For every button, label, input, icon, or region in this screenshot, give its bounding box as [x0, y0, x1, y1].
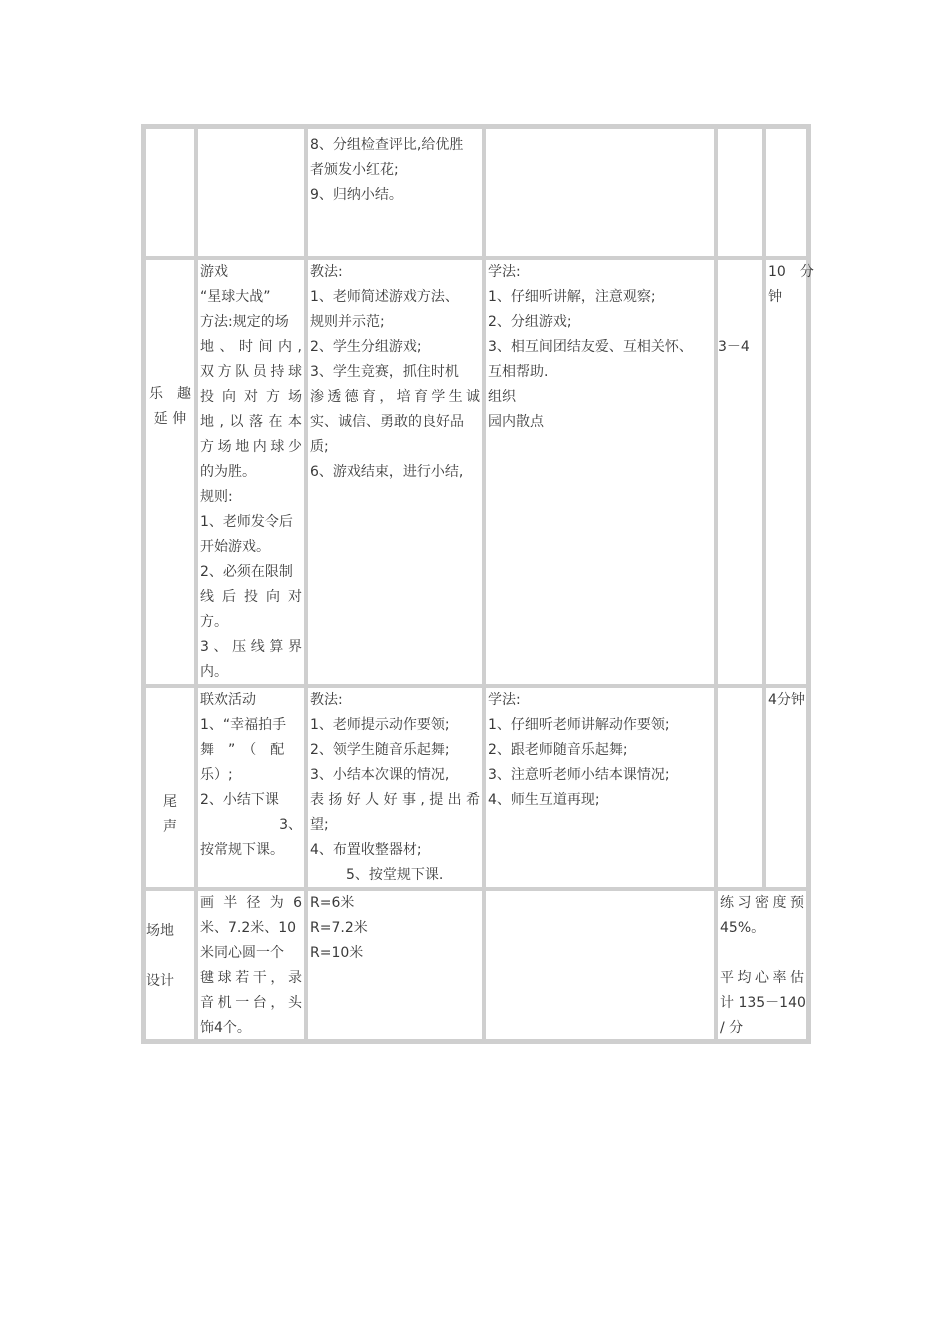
- text-line: 3、学生竞赛，抓住时机: [310, 364, 459, 380]
- row3-content-cell: [196, 686, 306, 889]
- time-value: 4分钟: [768, 692, 805, 708]
- text-line: 投向对方场: [200, 389, 302, 405]
- text-line: 3、注意听老师小结本课情况;: [488, 767, 670, 783]
- row1-teach-cell: [306, 127, 484, 258]
- text-line: 地、时间内,: [200, 339, 302, 355]
- text-line: R=7.2米: [310, 920, 368, 936]
- text-line: 平均心率估: [720, 970, 804, 986]
- text-line: 园内散点: [488, 414, 544, 430]
- row1-section-cell: [144, 127, 196, 258]
- row4-teach-cell: [306, 889, 484, 1041]
- text-line: 4、布置收整器材;: [310, 842, 422, 858]
- text-line: 毽球若干，录: [200, 970, 302, 986]
- text-line: 渗透德育，培育学生诚: [310, 389, 480, 405]
- text-line: [720, 941, 804, 966]
- section-label: 尾: [163, 794, 177, 810]
- text-line: 9、归纳小结。: [310, 187, 403, 203]
- text-line: 2、学生分组游戏;: [310, 339, 422, 355]
- text-line: 规则:: [200, 489, 233, 505]
- text-line: 音机一台，头: [200, 995, 302, 1011]
- text-line: 学法:: [488, 264, 521, 280]
- text-line: 3、相互间团结友爱、互相关怀、: [488, 339, 693, 355]
- text-line: 3、压线算界: [200, 639, 302, 655]
- text-line: 1、“幸福拍手: [200, 717, 287, 733]
- text-line: 画半径为6: [200, 895, 302, 911]
- text-line: 地,以落在本: [200, 414, 302, 430]
- text-line: 者颁发小红花;: [310, 162, 399, 178]
- lesson-plan-table: [141, 124, 814, 1044]
- text-line: 游戏: [200, 264, 228, 280]
- row4-learn-cell: [484, 889, 716, 1041]
- text-line: 方。: [200, 614, 228, 630]
- row2-section-cell: [144, 258, 196, 686]
- text-line: 2、跟老师随音乐起舞;: [488, 742, 628, 758]
- text-line: 质;: [310, 439, 329, 455]
- reps-value: 3－4: [718, 339, 750, 355]
- text-line: 45%。: [720, 920, 766, 936]
- text-line: 饰4个。: [200, 1020, 251, 1036]
- text-line: 实、诚信、勇敢的良好品: [310, 414, 464, 430]
- row1-content-cell: [196, 127, 306, 258]
- row4-section-cell: [144, 889, 196, 1041]
- text-line: 1、老师提示动作要领;: [310, 717, 450, 733]
- text-line: 8、分组检查评比,给优胜: [310, 137, 464, 153]
- text-line: 望;: [310, 817, 329, 833]
- row1-learn-cell: [484, 127, 716, 258]
- text-line: 方法:规定的场: [200, 314, 289, 330]
- text-line: 计 135－140: [720, 995, 806, 1011]
- text-line: 4、师生互道再现;: [488, 792, 600, 808]
- section-label: 场地: [146, 923, 174, 939]
- section-label: 乐 趣: [149, 386, 191, 402]
- row4-stats-cell: [716, 889, 808, 1041]
- time-value: 10 分: [768, 264, 814, 280]
- row3-learn-cell: [484, 686, 716, 889]
- text-line: 3、小结本次课的情况,: [310, 767, 450, 783]
- row2-reps-cell: [716, 258, 764, 686]
- text-line: 2、小结下课: [200, 792, 279, 808]
- row2-learn-cell: [484, 258, 716, 686]
- row3-teach-cell: [306, 686, 484, 889]
- text-line: 互相帮助.: [488, 364, 549, 380]
- time-value: 钟: [768, 289, 782, 305]
- text-line: 学法:: [488, 692, 521, 708]
- text-line: / 分: [720, 1020, 744, 1036]
- section-label: 声: [163, 819, 177, 835]
- section-label: 设计: [146, 973, 174, 989]
- text-line: 米同心圆一个: [200, 945, 284, 961]
- text-line: 规则并示范;: [310, 314, 385, 330]
- text-line: 开始游戏。: [200, 539, 270, 555]
- text-line: 教法:: [310, 264, 343, 280]
- row1-reps-cell: [716, 127, 764, 258]
- text-line: 1、老师简述游戏方法、: [310, 289, 459, 305]
- text-line: R=10米: [310, 945, 364, 961]
- text-line: 2、领学生随音乐起舞;: [310, 742, 450, 758]
- text-line: 联欢活动: [200, 692, 256, 708]
- row3-time-cell: [764, 686, 808, 889]
- text-line: 乐）;: [200, 767, 233, 783]
- text-line: 1、仔细听老师讲解动作要领;: [488, 717, 670, 733]
- row1-time-cell: [764, 127, 808, 258]
- row3-section-cell: [144, 686, 196, 889]
- text-line: 的为胜。: [200, 464, 256, 480]
- text-line: 按常规下课。: [200, 842, 284, 858]
- text-line: “星球大战”: [200, 289, 271, 305]
- text-line: 2、分组游戏;: [488, 314, 572, 330]
- row2-teach-cell: [306, 258, 484, 686]
- row2-time-cell: [764, 258, 814, 686]
- text-line: 米、7.2米、10: [200, 920, 297, 936]
- text-line: 3、: [279, 817, 302, 833]
- row2-content-cell: [196, 258, 306, 686]
- text-line: 5、按堂规下课.: [346, 867, 444, 883]
- text-line: 表扬好人好事,提出希: [310, 792, 480, 808]
- text-line: 1、仔细听讲解，注意观察;: [488, 289, 656, 305]
- text-line: 教法:: [310, 692, 343, 708]
- row4-content-cell: [196, 889, 306, 1041]
- section-label: 延 伸: [153, 411, 187, 427]
- text-line: R=6米: [310, 895, 355, 911]
- text-line: 6、游戏结束，进行小结,: [310, 464, 464, 480]
- text-line: 双方队员持球: [200, 364, 302, 380]
- text-line: 舞 ” （ 配: [200, 742, 285, 758]
- row3-reps-cell: [716, 686, 764, 889]
- text-line: 组织: [488, 389, 516, 405]
- text-line: 方场地内球少: [200, 439, 302, 455]
- text-line: 内。: [200, 664, 228, 680]
- text-line: 线后投向对: [200, 589, 302, 605]
- text-line: 2、必须在限制: [200, 564, 293, 580]
- text-line: 练习密度预: [720, 895, 804, 911]
- text-line: 1、老师发令后: [200, 514, 293, 530]
